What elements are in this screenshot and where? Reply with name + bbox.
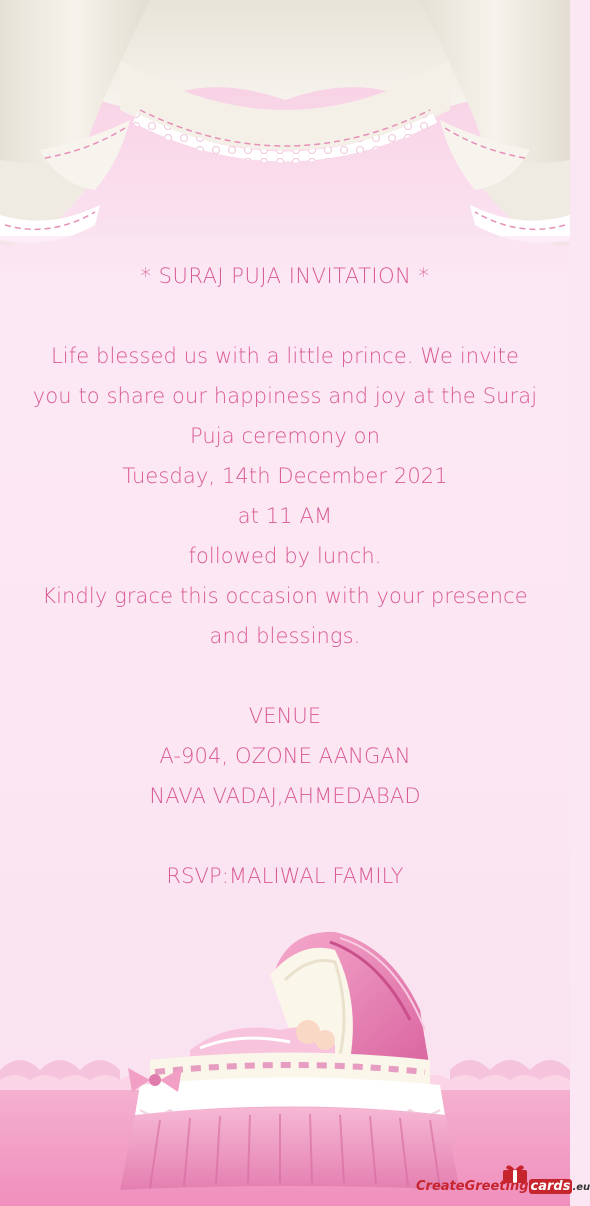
spacer xyxy=(20,296,550,336)
spacer xyxy=(20,816,550,856)
message-line: you to share our happiness and joy at the Suraj xyxy=(32,384,538,408)
venue-line: NAVA VADAJ,AHMEDABAD xyxy=(149,784,421,808)
closing-line: and blessings. xyxy=(209,624,361,648)
logo-text xyxy=(416,1179,590,1194)
logo-suffix: .eu xyxy=(572,1182,590,1193)
curtain-decoration xyxy=(0,0,570,270)
invitation-title: * SURAJ PUJA INVITATION * xyxy=(140,264,430,288)
spacer xyxy=(20,656,550,696)
event-followup: followed by lunch. xyxy=(188,544,382,568)
event-time: at 11 AM xyxy=(237,504,333,528)
closing-line: Kindly grace this occasion with your presence xyxy=(42,584,528,608)
event-date: Tuesday, 14th December 2021 xyxy=(122,464,448,488)
venue-label: VENUE xyxy=(248,704,322,728)
rsvp-line: RSVP:MALIWAL FAMILY xyxy=(166,864,404,888)
invitation-text xyxy=(20,256,550,896)
logo-prefix: CreateGreeting xyxy=(416,1179,529,1194)
brand-logo[interactable] xyxy=(416,1160,590,1200)
venue-line: A-904, OZONE AANGAN xyxy=(159,744,411,768)
message-line: Puja ceremony on xyxy=(189,424,380,448)
logo-highlight: cards xyxy=(530,1179,571,1194)
message-line: Life blessed us with a little prince. We invite xyxy=(51,344,519,368)
